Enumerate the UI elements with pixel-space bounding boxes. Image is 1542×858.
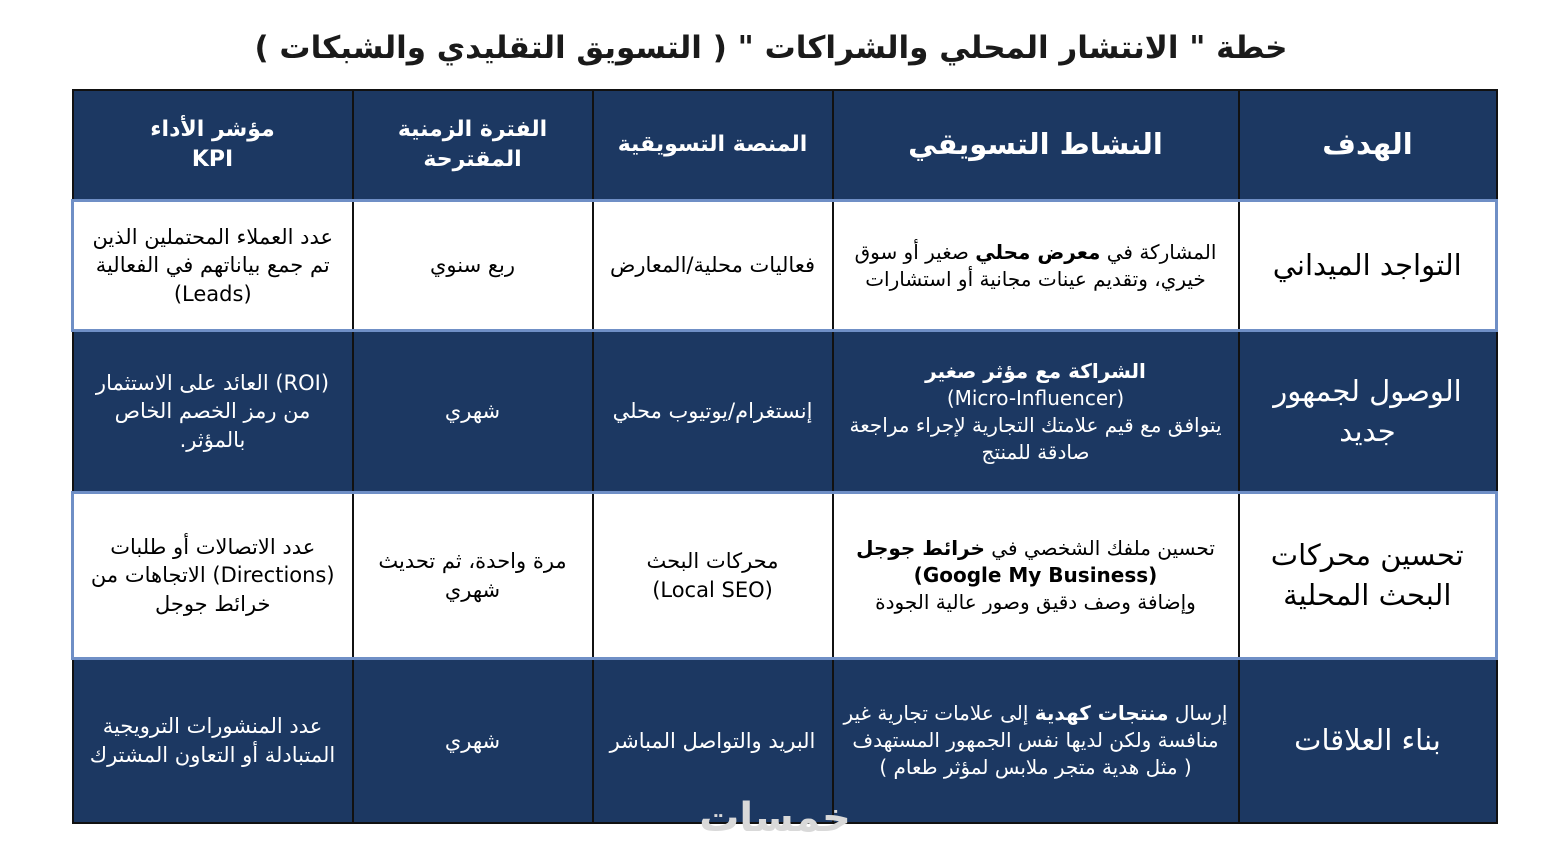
period-cell: شهري <box>353 331 593 493</box>
activity-text: إلى علامات تجارية غير منافسة ولكن لديها نفس الجمهور المستهدف <box>843 701 1219 753</box>
header-period-line1: الفترة الزمنية <box>397 117 548 143</box>
header-platform: المنصة التسويقية <box>593 90 833 201</box>
goal-cell: تحسين محركات البحث المحلية <box>1239 493 1497 659</box>
goal-cell: الوصول لجمهور جديد <box>1239 331 1497 493</box>
activity-text: إرسال <box>1168 701 1228 726</box>
platform-line1: محركات البحث <box>646 549 779 574</box>
kpi-cell: عدد العملاء المحتملين الذين تم جمع بياناتهم في الفعالية (Leads) <box>73 201 353 331</box>
activity-bold: منتجات كهدية <box>1034 701 1169 726</box>
activity-cell <box>833 201 1239 331</box>
table-row <box>73 493 1497 659</box>
kpi-cell: عدد الاتصالات أو طلبات (Directions) الاتجاهات من خرائط جوجل <box>73 493 353 659</box>
activity-cell <box>833 331 1239 493</box>
header-kpi-line2: KPI <box>191 147 234 172</box>
activity-cell <box>833 493 1239 659</box>
activity-text: يتوافق مع قيم علامتك التجارية لإجراء مراجعة صادقة للمنتج <box>849 412 1222 464</box>
platform-line2: (Local SEO) <box>652 577 773 602</box>
kpi-cell: (ROI) العائد على الاستثمار من رمز الخصم الخاص بالمؤثر. <box>73 331 353 493</box>
activity-text: (Micro-Influencer) <box>946 385 1125 410</box>
header-goal: الهدف <box>1239 90 1497 201</box>
page-title: خطة " الانتشار المحلي والشراكات " ( التسويق التقليدي والشبكات ) <box>254 30 1288 66</box>
period-cell: مرة واحدة، ثم تحديث شهري <box>353 493 593 659</box>
activity-text: وإضافة وصف دقيق وصور عالية الجودة <box>875 590 1196 614</box>
period-cell: شهري <box>353 659 593 823</box>
goal-cell: التواجد الميداني <box>1239 201 1497 331</box>
activity-bold: معرض محلي <box>975 239 1101 264</box>
table-row <box>73 201 1497 331</box>
header-period-line2: المقترحة <box>423 147 522 172</box>
platform-cell: البريد والتواصل المباشر <box>593 659 833 823</box>
watermark-logo: خمسات <box>699 795 851 841</box>
header-activity: النشاط التسويقي <box>833 90 1239 201</box>
goal-cell: بناء العلاقات <box>1239 659 1497 823</box>
table-row <box>73 331 1497 493</box>
platform-cell: فعاليات محلية/المعارض <box>593 201 833 331</box>
platform-cell <box>593 493 833 659</box>
header-kpi <box>73 90 353 201</box>
platform-cell: إنستغرام/يوتيوب محلي <box>593 331 833 493</box>
activity-bold: الشراكة مع مؤثر صغير <box>925 358 1146 383</box>
table-header-row <box>73 90 1497 201</box>
activity-text: صغير أو سوق خيري، وتقديم عينات مجانية أو استشارات <box>854 239 1206 291</box>
kpi-cell: عدد المنشورات الترويجية المتبادلة أو التعاون المشترك <box>73 659 353 823</box>
period-cell: ربع سنوي <box>353 201 593 331</box>
header-period <box>353 90 593 201</box>
activity-cell <box>833 659 1239 823</box>
activity-text: ( مثل هدية متجر ملابس لمؤثر طعام ) <box>879 755 1192 780</box>
activity-bold: خرائط جوجل <box>856 536 985 560</box>
activity-text: المشاركة في <box>1100 239 1217 264</box>
activity-text: تحسين ملفك الشخصي في <box>984 536 1215 560</box>
header-kpi-line1: مؤشر الأداء <box>150 117 275 143</box>
activity-bold: (Google My Business) <box>913 563 1158 587</box>
marketing-plan-table <box>71 89 1498 824</box>
